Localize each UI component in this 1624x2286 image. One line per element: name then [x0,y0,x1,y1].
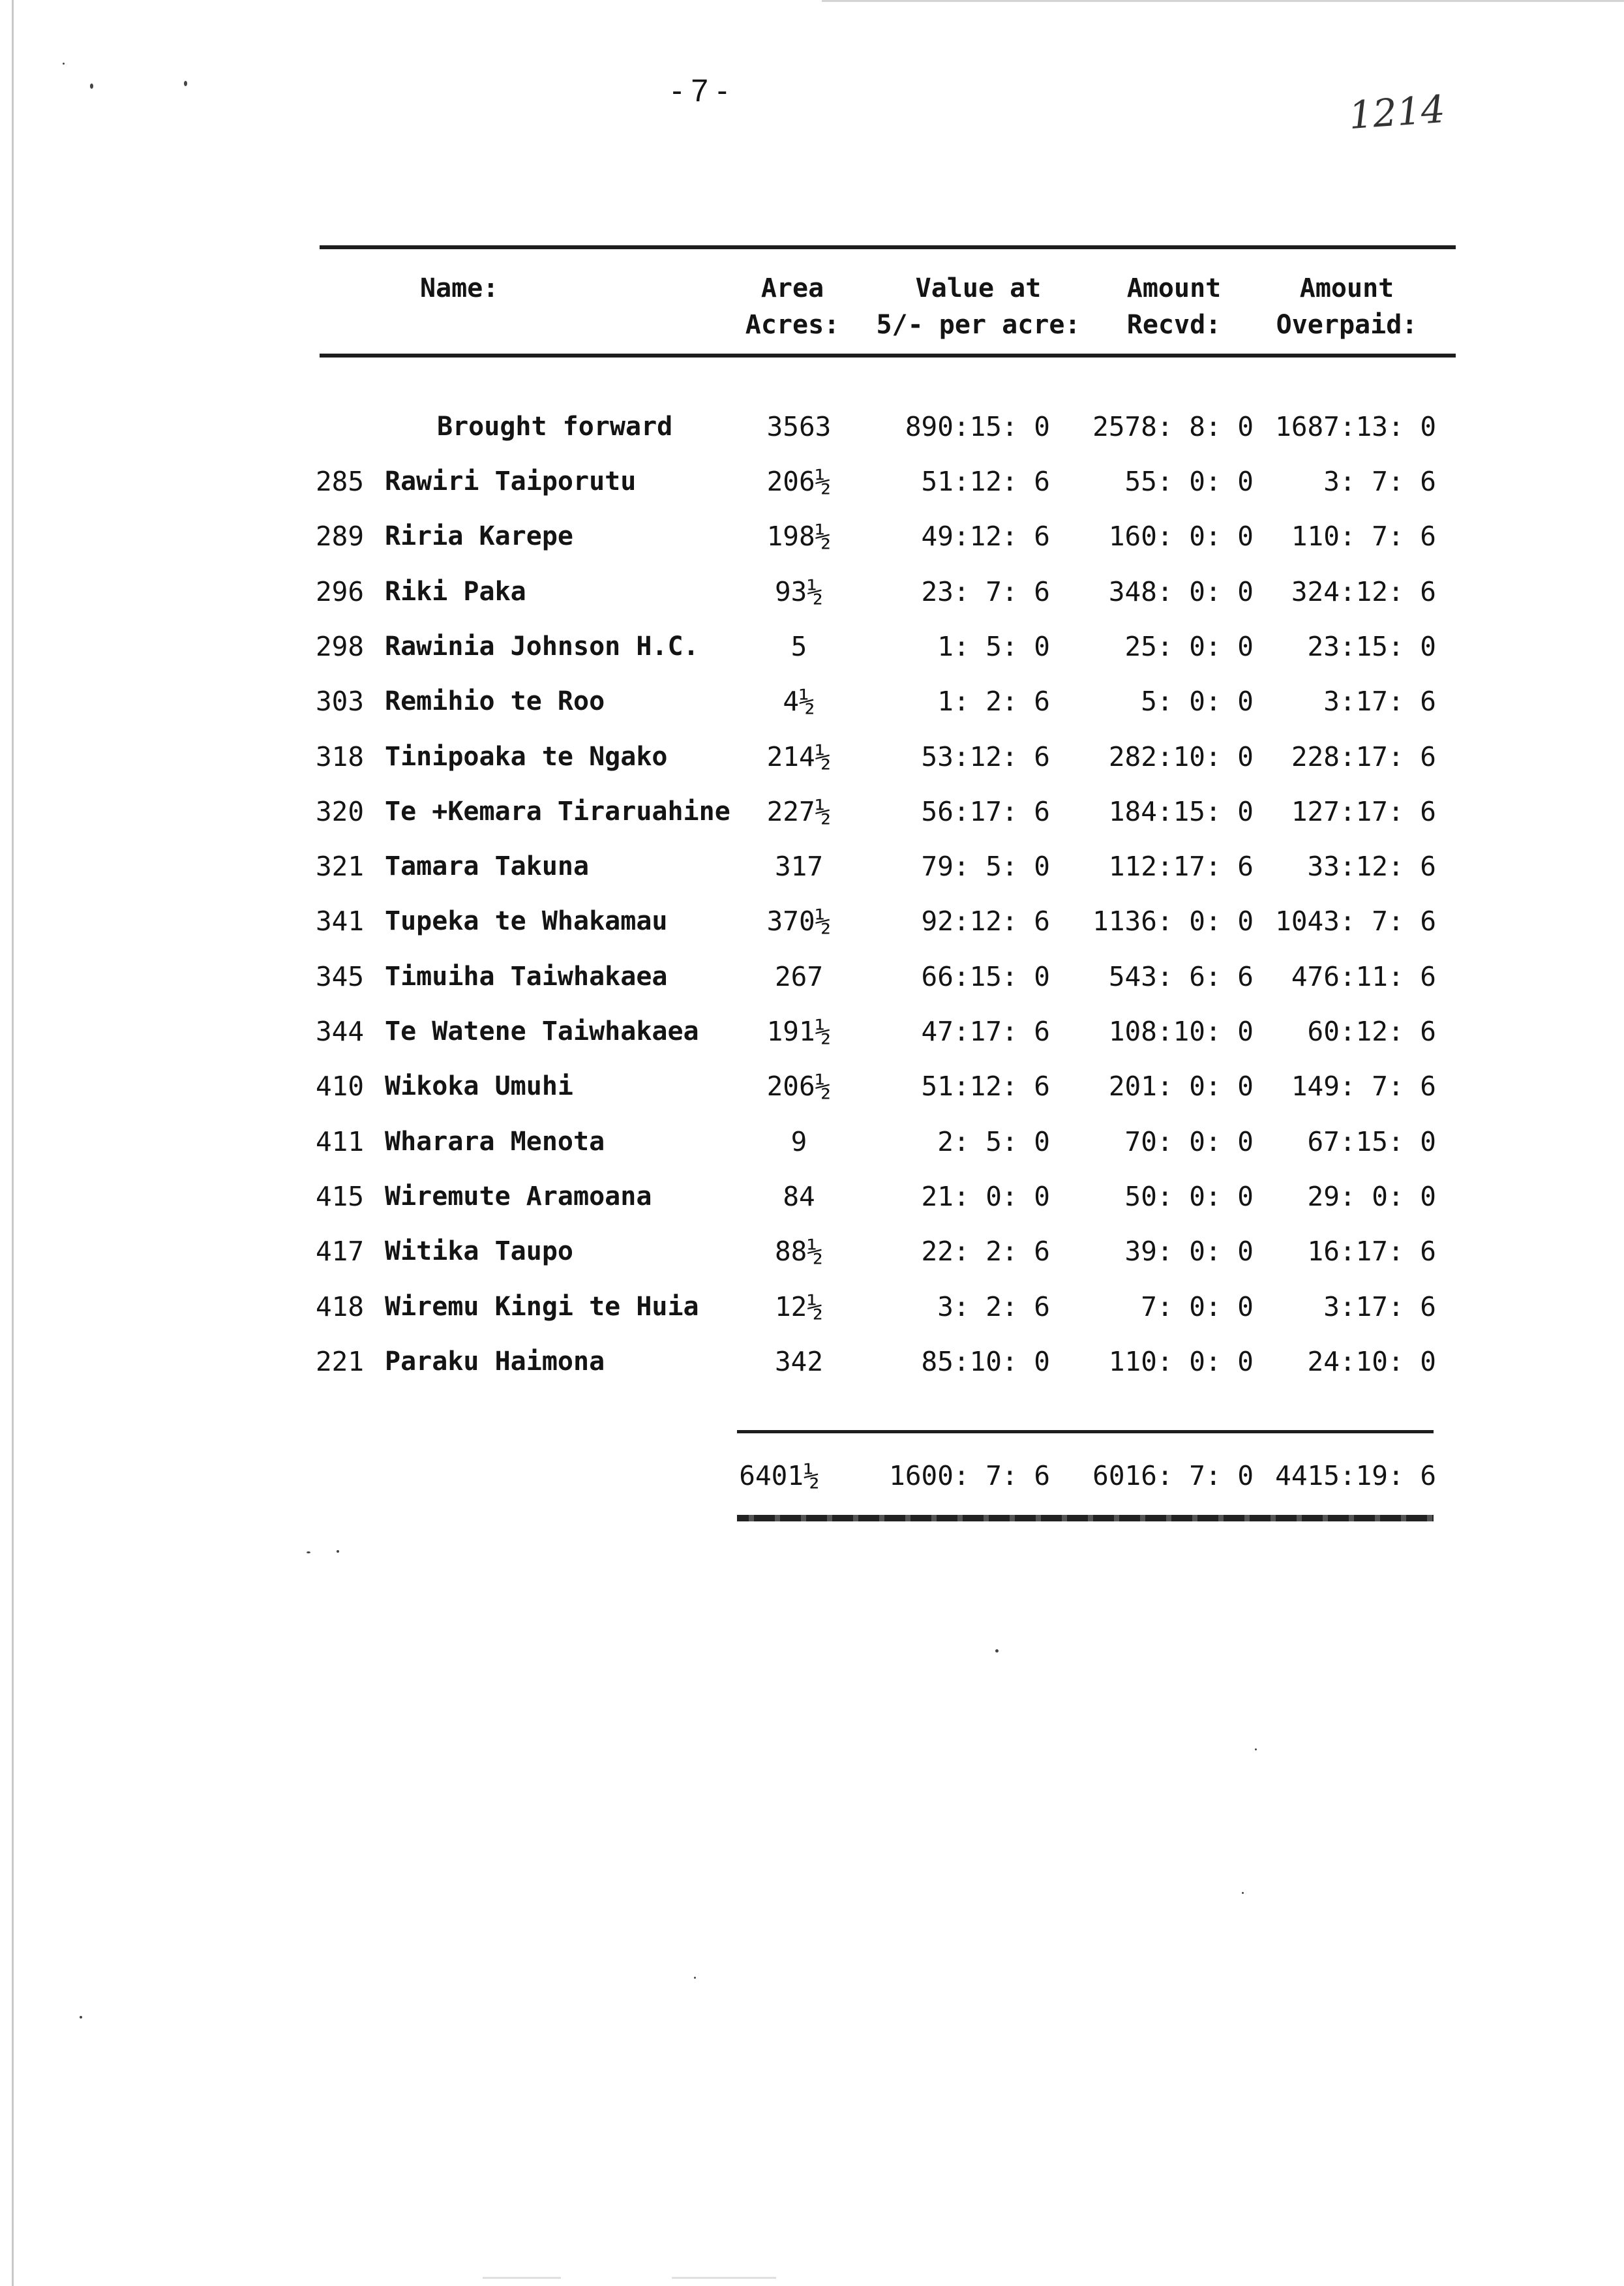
speck [307,1551,310,1553]
received-cell: 5: 0: 0 [1141,686,1254,717]
scan-edge-top [822,0,1624,2]
brought-forward-row [0,399,1624,454]
row-number: 296 [316,576,365,607]
overpaid-cell: 127:17: 6 [1291,796,1436,827]
grantee-name: Witika Taupo [385,1236,573,1266]
grantee-name: Te +Kemara Tiraruahine [385,797,730,827]
row-number: 418 [316,1291,365,1322]
overpaid-cell: 23:15: 0 [1307,631,1436,662]
table-row [0,454,1624,509]
overpaid-cell: 33:12: 6 [1307,851,1436,882]
totals-double-rule [737,1515,1434,1521]
row-number: 411 [316,1126,365,1157]
overpaid-cell: 60:12: 6 [1307,1016,1436,1047]
received-cell: 160: 0: 0 [1108,521,1254,552]
row-number: 318 [316,741,365,772]
table-row [0,1224,1624,1279]
total-overpaid: 4415:19: 6 [1275,1460,1436,1491]
overpaid-cell: 3:17: 6 [1323,1291,1436,1322]
received-cell: 543: 6: 6 [1108,961,1254,992]
area-cell: 342 [774,1346,824,1377]
speck [184,81,187,86]
overpaid-cell: 149: 7: 6 [1291,1071,1436,1102]
grantee-name: Tinipoaka te Ngako [385,742,668,772]
table-row [0,784,1624,839]
received-cell: 2578: 8: 0 [1092,411,1254,442]
area-cell: 267 [774,961,824,992]
area-cell: 317 [774,851,824,882]
overpaid-cell: 110: 7: 6 [1291,521,1436,552]
area-cell: 227½ [766,796,832,827]
received-cell: 70: 0: 0 [1124,1126,1254,1157]
totals-row [0,1448,1624,1503]
scan-smudge [483,2277,561,2279]
received-cell: 282:10: 0 [1108,741,1254,772]
row-number: 415 [316,1181,365,1212]
row-number: 298 [316,631,365,662]
received-cell: 55: 0: 0 [1124,466,1254,497]
table-row [0,619,1624,674]
speck [995,1649,999,1653]
table-row [0,1169,1624,1224]
grantee-name: Rawiri Taiporutu [385,466,637,496]
speck [337,1550,339,1553]
value-cell: 23: 7: 6 [921,576,1050,607]
value-cell: 1: 5: 0 [937,631,1050,662]
grantee-name: Tamara Takuna [385,851,590,881]
table-row [0,894,1624,949]
row-number: 410 [316,1071,365,1102]
overpaid-cell: 16:17: 6 [1307,1236,1436,1267]
received-cell: 7: 0: 0 [1141,1291,1254,1322]
speck [80,2016,82,2019]
received-cell: 348: 0: 0 [1108,576,1254,607]
area-cell: 191½ [766,1016,832,1047]
grantee-name: Remihio te Roo [385,686,605,716]
row-number: 285 [316,466,365,497]
received-cell: 25: 0: 0 [1124,631,1254,662]
header-received: Amount Recvd: [1126,273,1222,340]
grantee-name: Wiremu Kingi te Huia [385,1292,699,1322]
row-number: 341 [316,906,365,937]
value-cell: 21: 0: 0 [921,1181,1050,1212]
grantee-name: Wharara Menota [385,1127,605,1157]
area-cell: 4½ [783,686,815,717]
value-cell: 51:12: 6 [921,466,1050,497]
area-cell: 9 [790,1126,807,1157]
overpaid-cell: 24:10: 0 [1307,1346,1436,1377]
overpaid-cell: 3: 7: 6 [1323,466,1436,497]
received-cell: 110: 0: 0 [1108,1346,1254,1377]
row-number: 344 [316,1016,365,1047]
value-cell: 51:12: 6 [921,1071,1050,1102]
grantee-name: Paraku Haimona [385,1347,605,1377]
area-cell: 3563 [766,411,832,442]
value-cell: 890:15: 0 [905,411,1050,442]
value-cell: 85:10: 0 [921,1346,1050,1377]
received-cell: 201: 0: 0 [1108,1071,1254,1102]
table-row [0,509,1624,564]
overpaid-cell: 3:17: 6 [1323,686,1436,717]
row-number: 221 [316,1346,365,1377]
area-cell: 5 [790,631,807,662]
received-cell: 39: 0: 0 [1124,1236,1254,1267]
received-cell: 50: 0: 0 [1124,1181,1254,1212]
table-row [0,729,1624,784]
speck [1242,1892,1244,1894]
row-number: 289 [316,521,365,552]
grantee-name: Riria Karepe [385,521,573,551]
area-cell: 12½ [774,1291,824,1322]
value-cell: 49:12: 6 [921,521,1050,552]
page-number: - 7 - [672,74,728,108]
grantee-name: Timuiha Taiwhakaea [385,962,668,992]
received-cell: 184:15: 0 [1108,796,1254,827]
table-row [0,1334,1624,1389]
table-row [0,564,1624,619]
value-cell: 56:17: 6 [921,796,1050,827]
table-row [0,949,1624,1004]
grantee-name: Wiremute Aramoana [385,1181,652,1212]
value-cell: 92:12: 6 [921,906,1050,937]
overpaid-cell: 67:15: 0 [1307,1126,1436,1157]
header-name: Name: [420,273,499,303]
area-cell: 84 [783,1181,815,1212]
value-cell: 1: 2: 6 [937,686,1050,717]
total-area: 6401½ [739,1460,820,1491]
brought-forward-label: Brought forward [437,412,673,442]
row-number: 320 [316,796,365,827]
overpaid-cell: 1043: 7: 6 [1275,906,1436,937]
area-cell: 198½ [766,521,832,552]
received-cell: 112:17: 6 [1108,851,1254,882]
received-cell: 1136: 0: 0 [1092,906,1254,937]
value-cell: 66:15: 0 [921,961,1050,992]
overpaid-cell: 324:12: 6 [1291,576,1436,607]
grantee-name: Rawinia Johnson H.C. [385,632,699,662]
table-row [0,1279,1624,1334]
speck [90,84,93,89]
header-overpaid: Amount Overpaid: [1276,273,1418,340]
value-cell: 22: 2: 6 [921,1236,1050,1267]
table-row [0,1114,1624,1169]
area-cell: 214½ [766,741,832,772]
header-area: Area Acres: [745,273,840,340]
speck [63,63,65,65]
overpaid-cell: 29: 0: 0 [1307,1181,1436,1212]
header-bottom-rule [320,354,1456,358]
area-cell: 206½ [766,1071,832,1102]
table-top-rule [320,245,1456,249]
total-value: 1600: 7: 6 [889,1460,1050,1491]
table-row [0,1004,1624,1059]
grantee-name: Riki Paka [385,577,526,607]
table-row [0,839,1624,894]
table-row [0,1059,1624,1114]
row-number: 345 [316,961,365,992]
area-cell: 88½ [774,1236,824,1267]
overpaid-cell: 476:11: 6 [1291,961,1436,992]
grantee-name: Tupeka te Whakamau [385,906,668,936]
scan-smudge [672,2277,776,2279]
area-cell: 93½ [774,576,824,607]
overpaid-cell: 1687:13: 0 [1275,411,1436,442]
overpaid-cell: 228:17: 6 [1291,741,1436,772]
totals-top-rule [737,1430,1434,1433]
grantee-name: Wikoka Umuhi [385,1071,573,1101]
speck [694,1977,696,1979]
value-cell: 2: 5: 0 [937,1126,1050,1157]
row-number: 321 [316,851,365,882]
row-number: 417 [316,1236,365,1267]
value-cell: 3: 2: 6 [937,1291,1050,1322]
grantee-name: Te Watene Taiwhakaea [385,1016,699,1046]
handwritten-folio-number: 1214 [1347,86,1447,138]
speck [1255,1748,1257,1750]
total-received: 6016: 7: 0 [1092,1460,1254,1491]
received-cell: 108:10: 0 [1108,1016,1254,1047]
area-cell: 370½ [766,906,832,937]
value-cell: 53:12: 6 [921,741,1050,772]
row-number: 303 [316,686,365,717]
value-cell: 79: 5: 0 [921,851,1050,882]
value-cell: 47:17: 6 [921,1016,1050,1047]
header-value: Value at 5/- per acre: [876,273,1081,340]
area-cell: 206½ [766,466,832,497]
table-row [0,674,1624,729]
